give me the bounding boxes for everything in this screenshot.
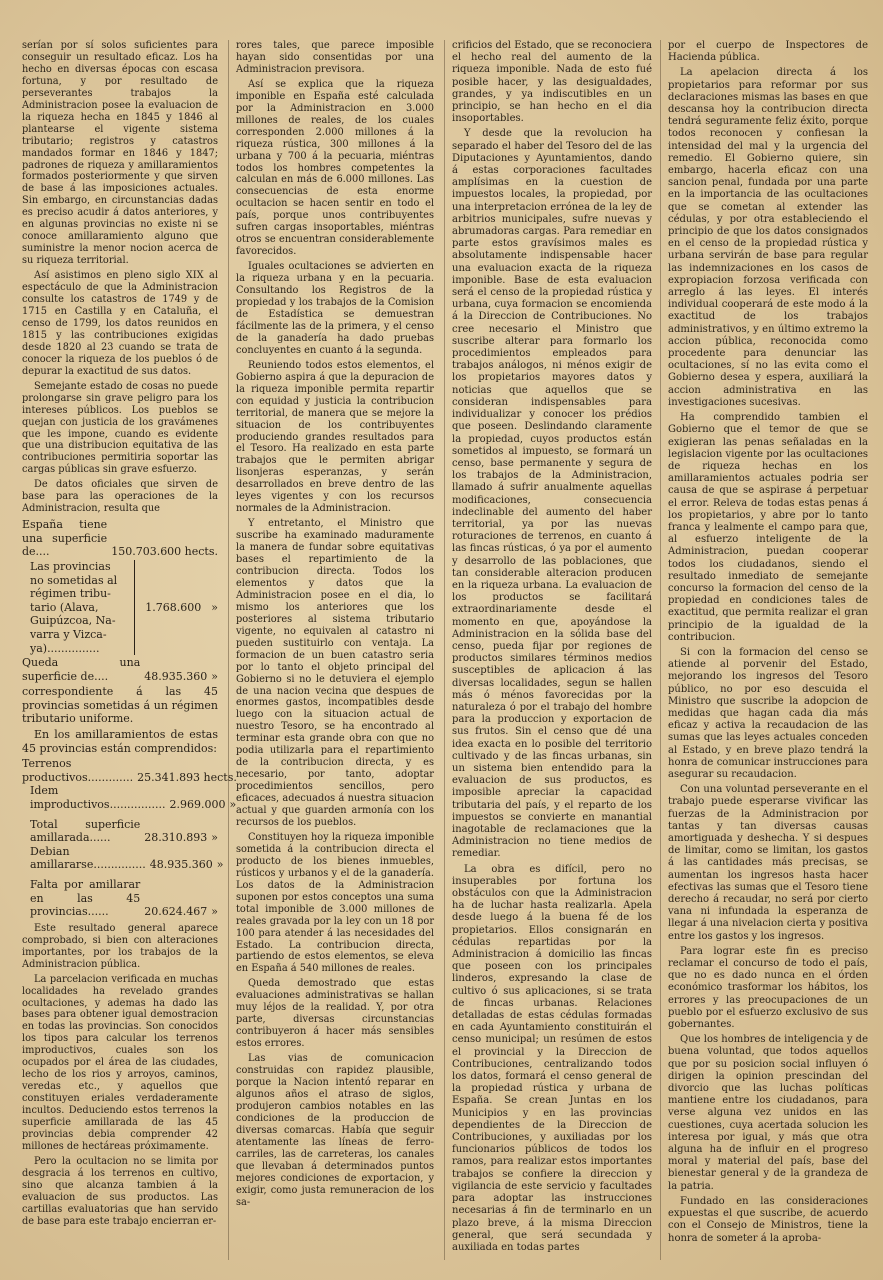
paragraph: Reuniendo todos estos elementos, el Gobierno aspira á que la depuracion de la riqueza imponible permita repartir con equidad y justicia la contribucion territorial, de manera que se mejore la situacion de los contribuyentes produciendo grandes resultados para el Tesoro. Ha realizado en esta parte trabajos que le permiten abrigar lisonjeras esperanzas, y serán desarrollados en breve dentro de las leyes vigentes y con los recursos normales de la Administracion. bbox=[236, 359, 434, 515]
stat-label: Terrenos productivos............. bbox=[22, 757, 134, 784]
stat-row-spain bbox=[22, 518, 218, 559]
column-4 bbox=[668, 40, 868, 1248]
paragraph: Ha comprendido tambien el Gobierno que el temor de que se exigieran las penas señaladas en la legislacion vigente por las ocultaciones de riqueza hechas en los amillaramientos actuales podria ser causa de que se aspirase á perpetuar el error. Releva de todas estas penas á los propietarios, y abre por lo tanto franca y lealmente el campo para que, al esfuerzo inteligente de la Administracion, puedan cooperar todos los ciudadanos, siendo el resultado inmediato de semejante concurso la formacion del censo de la propiedad en condiciones tales de exactitud, que permita realizar el gran principio de la igualdad de la contribucion. bbox=[668, 412, 868, 643]
stat-unit: » bbox=[216, 858, 224, 872]
stat-unit: » bbox=[211, 600, 218, 614]
stat-label: Queda una superficie de.... bbox=[22, 656, 141, 683]
label-line: Las provincias bbox=[30, 559, 111, 573]
paragraph: serían por sí solos suficientes para conseguir un resultado eficaz. Los ha hecho en diversas épocas con escasa fortuna, y por resultado de perseverantes trabajos la Administracion posee la evaluacion de la riqueza hecha en 1845 y 1846 al plantearse el vigente sistema tributario; registros y catastros mandados formar en 1846 y 1847; padrones de riqueza y amillaramientos formados posteriormente y que sirven de base á las imposiciones actuales. Sin embargo, en circunstancias dadas es preciso acudir á datos anteriores, y en algunas provincias no existe ni se conoce amillaramiento alguno que suministre la menor nocion acerca de su riqueza territorial. bbox=[22, 40, 218, 267]
paragraph: La apelacion directa á los propietarios para reformar por sus declaraciones mismas las bases en que descansa hoy la contribucion directa tendrá seguramente feliz éxito, porque todos reconocen y confiesan la intensidad del mal y la urgencia del remedio. El Gobierno quiere, sin embargo, hacerla eficaz con una sancion penal, fundada por una parte en la importancia de las ocultaciones que se cometan al extender las cédulas, y por otra estableciendo el principio de que los datos consignados en el censo de la propiedad rústica y urbana servirán de base para regular las indemnizaciones en los casos de expropiacion forzosa verificada con arreglo á las leyes. El interés individual cooperará de este modo á la exactitud de los trabajos administrativos, y en último extremo la accion pública, reconocida como procedente para denunciar las ocultaciones, sí no las evita como el Gobierno desea y espera, auxiliará la accion administrativa en las investigaciones sucesivas. bbox=[668, 67, 868, 408]
stat-unit: » bbox=[211, 905, 218, 919]
paragraph: rores tales, que parece imposible hayan sido consentidas por una Administracion previsora. bbox=[236, 40, 434, 75]
stat-label: Total superficie amillarada...... bbox=[30, 817, 141, 845]
column-3 bbox=[452, 40, 652, 1257]
stat-text: correspondiente á las 45 provincias sometidas á un régimen tributario uniforme. bbox=[22, 685, 218, 726]
stat-value: 48.935.360 bbox=[149, 858, 213, 872]
stat-value: 48.935.360 bbox=[144, 669, 208, 683]
column-2 bbox=[236, 40, 434, 1212]
stat-unit: » bbox=[229, 798, 237, 812]
stat-row-should bbox=[22, 844, 224, 872]
paragraph: Constituyen hoy la riqueza imponible sometida á la contribucion directa el producto de los bienes inmuebles, rústicos y urbanos y el de la ganadería. Los datos de la Administracion suponen por estos conceptos una suma total imponible de 3.000 millones de reales gravada por la ley con un 18 por 100 para atender á las necesidades del Estado. La contribucion directa, partiendo de estos elementos, se eleva en España á 540 millones de reales. bbox=[236, 831, 434, 975]
paragraph: De datos oficiales que sirven de base para las operaciones de la Administracion, resulta que bbox=[22, 479, 218, 515]
paragraph: Este resultado general aparece comprobado, si bien con alteraciones importantes, por los trabajos de la Administracion pública. bbox=[22, 922, 218, 970]
stat-value: 2.969.000 bbox=[169, 798, 226, 812]
paragraph: Así se explica que la riqueza imponible en España esté calculada por la Administracion en 3.000 millones de reales, de los cuales corresponden 2.000 millones á la riqueza rústica, 300 millones á la urbana y 700 á la pecuaria, miéntras todos los hombres competentes la calculan en más de 6.000 millones. Las consecuencias de esta enorme ocultacion se hacen sentir en todo el país, porque unos contribuyentes sufren cargas insoportables, miéntras otros se encuentran considerablemente favorecidos. bbox=[236, 78, 434, 258]
paragraph: Semejante estado de cosas no puede prolongarse sin grave peligro para los intereses públicos. Los pueblos se quejan con justicia de los gravámenes que les impone, cuando es evidente que una distribucion equitativa de las contribuciones permitiria soportar las cargas públicas sin grave esfuerzo. bbox=[22, 380, 218, 476]
stat-value: 25.341.893 hects. bbox=[137, 770, 237, 784]
stat-row-remaining bbox=[22, 656, 218, 683]
stat-label: España tiene una superficie de.... bbox=[22, 518, 108, 559]
paragraph: Con una voluntad perseverante en el trabajo puede esperarse vivificar las fuerzas de la Administracion por tantas y tan diversas causas amortiguada y deshecha. Y si despues de limitar, como se limitan, los gastos á las cantidades más precisas, se aumentan los ingresos hasta hacer efectivas las sumas que el Tesoro tiene derecho á recaudar, no será por cierto vana ni infundada la esperanza de llegar á una nivelacion cierta y positiva entre los gastos y los ingresos. bbox=[668, 784, 868, 942]
paragraph: Para lograr este fin es preciso reclamar el concurso de todo el país, que no es dado nunca en el órden económico trasformar los hábitos, los errores y las preocupaciones de un pueblo por el esfuerzo exclusivo de sus gobernantes. bbox=[668, 945, 868, 1031]
paragraph: por el cuerpo de Inspectores de Hacienda pública. bbox=[668, 40, 868, 64]
stat-row-exempt-provinces bbox=[22, 560, 218, 655]
paragraph: Si con la formacion del censo se atiende al porvenir del Estado, mejorando los ingresos del Tesoro público, no por eso descuida el Ministro que suscribe la adopcion de medidas que hagan cada dia más eficaz y activa la recaudacion de las sumas que las leyes actuales conceden al Estado, y en breve plazo tendrá la honra de comunicar instrucciones para asegurar su recaudacion. bbox=[668, 646, 868, 780]
column-1 bbox=[22, 40, 237, 1231]
stat-unit: » bbox=[211, 669, 218, 683]
paragraph: Y entretanto, el Ministro que suscribe ha examinado maduramente la manera de fundar sobre equitativas bases el repartimiento de la contribucion directa. Todos los elementos y datos que la Administracion posee en el dia, lo mismo los anteriores que los posteriores al sistema tributario vigente, no equivalen al catastro ni pueden sustituirlo con ventaja. La formacion de un buen catastro seria por lo tanto el objeto principal del Gobierno si no le detuviera el ejemplo de una nacion vecina que despues de enormes gastos, incompatibles desde luego con la situacion actual de nuestro Tesoro, se ha encontrado al terminar esta grande obra con que no podia utilizarla para el repartimiento de la contribucion directa, y es necesario, por tanto, adoptar procedimientos sencillos, pero eficaces, adecuados á nuestra situacion actual y que guarden armonía con los recursos de los pueblos. bbox=[236, 518, 434, 828]
stat-value: 150.703.600 hects. bbox=[111, 545, 218, 559]
label-line: no sometidas al bbox=[30, 573, 118, 587]
stat-row-productive bbox=[22, 757, 237, 784]
paragraph: crificios del Estado, que se reconociera el hecho real del aumento de la riqueza imponible. Nada de esto fué posible hacer, y las desigualdades, grandes, y ya indiscutibles en un principio, se han hecho en el dia insoportables. bbox=[452, 40, 652, 125]
exempt-provinces-label bbox=[22, 560, 135, 655]
paragraph: Que los hombres de inteligencia y de buena voluntad, que todos aquellos que por su posicion social influyen ó dirigen la opinion prescindan del divorcio que las luchas políticas mantiene entre los ciudadanos, para verse alguna vez unidos en las cuestiones, cuya acertada solucion les interesa por igual, y más que otra alguna ha de influir en el progreso moral y material del país, base del bienestar general y de la grandeza de la patria. bbox=[668, 1034, 868, 1192]
label-line: tario (Alava, bbox=[30, 600, 99, 614]
stat-label: Debian amillararse............... bbox=[30, 844, 146, 872]
column-divider bbox=[228, 40, 229, 1260]
paragraph: La parcelacion verificada en muchas localidades ha revelado grandes ocultaciones, y ademas ha dado las bases para obtener igual demostracion en todas las provincias. Son conocidos los tipos para calcular los terrenos improductivos, cuales son los ocupados por el área de las ciudades, lecho de los rios y arroyos, caminos, veredas etc., y aquellos que constituyen eriales verdaderamente incultos. Deduciendo estos terrenos la superficie amillarada de las 45 provincias debia comprender 42 millones de hectáreas próximamente. bbox=[22, 973, 218, 1152]
stat-row-total bbox=[22, 818, 218, 845]
stat-value: 28.310.893 bbox=[144, 831, 208, 845]
column-divider bbox=[444, 40, 445, 1260]
stat-unit: » bbox=[211, 831, 218, 845]
surface-statistics bbox=[22, 518, 237, 919]
paragraph: Iguales ocultaciones se advierten en la riqueza urbana y en la pecuaria. Consultando los Registros de la propiedad y los trabajos de la Comision de Estadística se demuestran fácilmente las de la primera, y el censo de la ganadería ha dado pruebas concluyentes en cuanto á la segunda. bbox=[236, 261, 434, 356]
stat-label: Idem improductivos................ bbox=[30, 784, 166, 812]
label-line: Guipúzcoa, Na- bbox=[30, 614, 116, 628]
paragraph: La obra es difícil, pero no insuperables por fortuna los obstáculos con que la Administracion ha de luchar hasta realizarla. Apela desde luego á la buena fé de los propietarios. Ellos consignarán en cédulas repartidas por la Administracion á domicilio las fincas que poseen con los principales linderos, expresando la clase de cultivo ó sus aplicaciones, si se trata de fincas urbanas. Relaciones detalladas de estas cédulas formadas en cada Ayuntamiento constituirán el censo municipal; un resúmen de estos el provincial y la Direccion de Contribuciones, centralizando todos los datos, formará el censo general de la propiedad rústica y urbana de España. Se crean Juntas en los Municipios y en las provincias dependientes de la Direccion de Contribuciones, y auxiliadas por los funcionarios públicos de todos los ramos, para realizar estos importantes trabajos se confiere la direccion y vigilancia de este servicio y facultades para adoptar las instrucciones necesarias á fin de terminarlo en un plazo breve, á la misma Direccion general, que será secundada y auxiliada en todas partes bbox=[452, 863, 652, 1253]
stat-row-missing bbox=[22, 878, 218, 919]
label-line: varra y Vizca- bbox=[30, 627, 107, 641]
paragraph: Así asistimos en pleno siglo XIX al espectáculo de que la Administracion consulte los catastros de 1749 y de 1715 en Castilla y en Cataluña, el censo de 1799, los datos reunidos en 1815 y las contribuciones exigidas desde 1820 al 23 cuando se trata de conocer la riqueza de los pueblos ó de depurar la exactitud de sus datos. bbox=[22, 270, 218, 377]
paragraph: Y desde que la revolucion ha separado el haber del Tesoro del de las Diputaciones y Ayuntamientos, dando á estas corporaciones facultades amplísimas en la cuestion de impuestos locales, la propiedad, por una interpretacion errónea de la ley de arbitrios municipales, sufre nuevas y abrumadoras cargas. Para remediar en parte estos gravísimos males es absolutamente indispensable hacer una evaluacion exacta de la riqueza imponible. Base de esta evaluacion será el censo de la propiedad rústica y urbana, cuya formacion se encomienda á la Direccion de Contribuciones. No cree necesario el Ministro que suscribe alterar para formarlo los procedimientos empleados para trabajos análogos, ni ménos exigir de los propietarios mayores datos y noticias que aquellos que se consideran indispensables para individualizar y conocer los prédios que poseen. Deslindando claramente la propiedad, cuyos productos están sometidos al impuesto, se formará un censo, base permanente y segura de los trabajos de la Administracion, llamado á sufrir anualmente aquellas modificaciones, consecuencia indeclinable del aumento del haber territorial, ya por las nuevas roturaciones de terrenos, en cuanto á las fincas rústicas, ó ya por el aumento y desarrollo de las poblaciones, que tan considerable alteracion producen en la riqueza urbana. La evaluacion de los productos se facilitará extraordinariamente desde el momento en que, apoyándose la Administracion en la sólida base del censo, pueda fijar por regiones de productos similares términos medios susceptibles de aplicacion á las diversas localidades, segun se hallen más ó ménos favorecidas por la naturaleza ó por el trabajo del hombre para la produccion y exportacion de sus frutos. Sin el censo que dé una idea exacta en lo posible del territorio cultivado y de las fincas urbanas, sin un sistema bien entendido para la evaluacion de sus productos, es imposible apreciar la capacidad tributaria del país, y el reparto de los impuestos se convierte en manantial inagotable de reclamaciones que la Administracion no tiene medios de remediar. bbox=[452, 128, 652, 860]
column-divider bbox=[660, 40, 661, 1260]
paragraph: Fundado en las consideraciones expuestas el que suscribe, de acuerdo con el Consejo de Ministros, tiene la honra de someter á la aproba- bbox=[668, 1195, 868, 1244]
paragraph: Queda demostrado que estas evaluaciones administrativas se hallan muy léjos de la realidad. Y, por otra parte, diversas circunstancias contribuyeron á hacer más sensibles estos errores. bbox=[236, 978, 434, 1050]
label-line: régimen tribu- bbox=[30, 587, 111, 601]
stat-value: 20.624.467 bbox=[144, 905, 208, 919]
paragraph: Pero la ocultacion no se limita por desgracia á los terrenos en cultivo, sino que alcanza tambien á la evaluacion de sus productos. Las cartillas evaluatorias que han servido de base para este trabajo encierran er- bbox=[22, 1155, 218, 1227]
paragraph: Las vias de comunicacion construidas con rapidez plausible, porque la Nacion intentó reparar en algunos años el atraso de siglos, produjeron cambios notables en las condiciones de la produccion de diversas comarcas. Había que seguir atentamente las líneas de ferro-carriles, las de carreteras, los canales que llevaban á determinados puntos mejores condiciones de exportacion, y exigir, como justa remuneracion de los sa- bbox=[236, 1053, 434, 1208]
stat-row-unproductive bbox=[22, 784, 237, 812]
label-line: ya)............... bbox=[30, 641, 100, 655]
stat-text: En los amillaramientos de estas 45 provincias están comprendidos: bbox=[22, 728, 218, 755]
stat-value: 1.768.600 bbox=[145, 600, 202, 614]
stat-label: Falta por amillarar en las 45 provincias...... bbox=[30, 878, 141, 919]
